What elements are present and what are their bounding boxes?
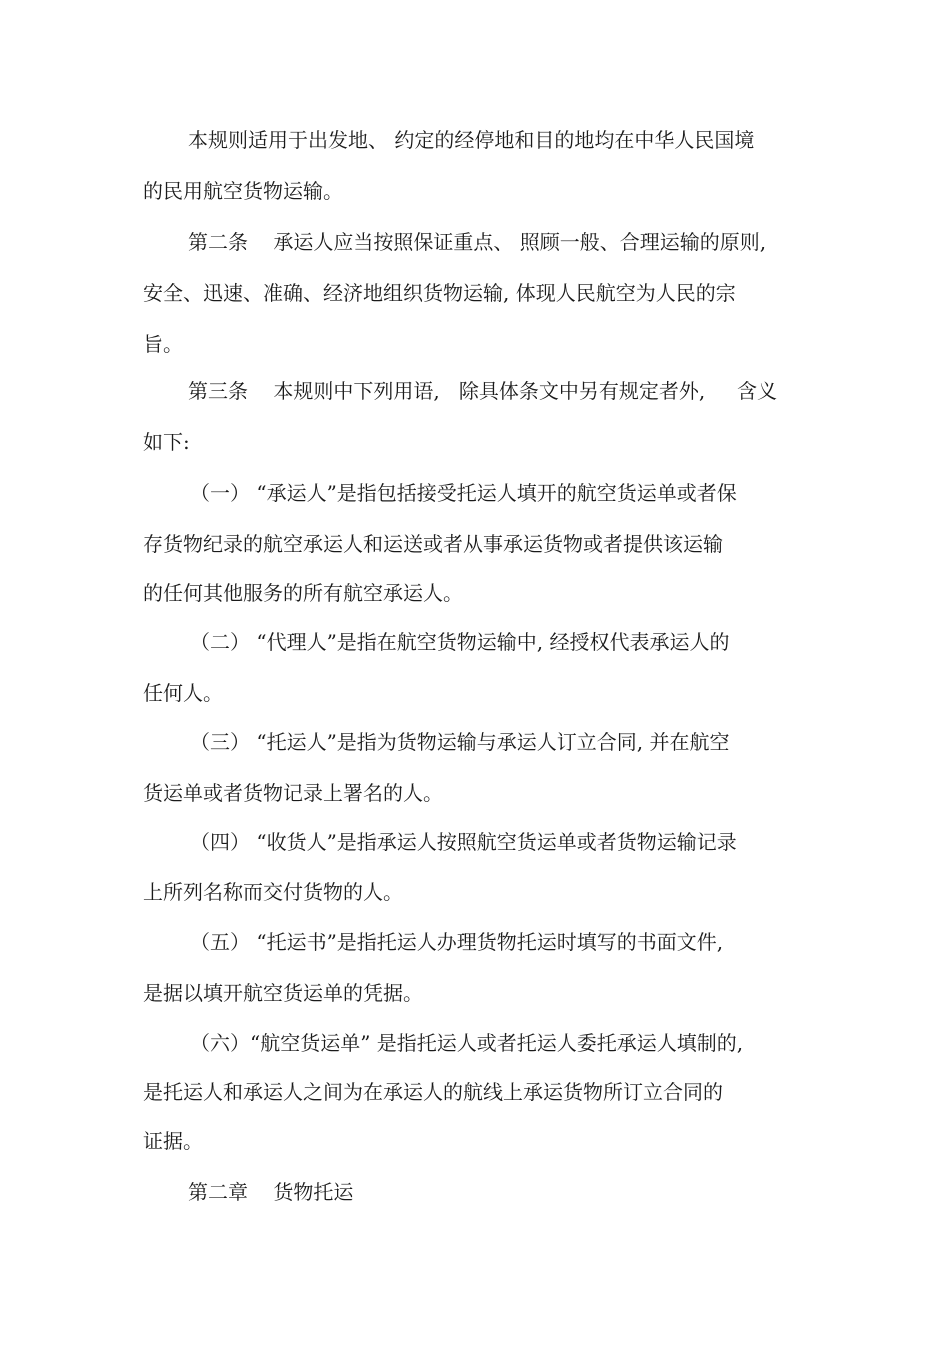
article-2-line-3: 旨。: [143, 332, 183, 356]
definition-5-line-2: 是据以填开航空货运单的凭据。: [143, 981, 423, 1005]
article-2-line-1: 第二条 承运人应当按照保证重点、 照顾一般、合理运输的原则,: [188, 230, 767, 254]
definition-2-line-1: （二） “代理人”是指在航空货物运输中, 经授权代表承运人的: [190, 630, 730, 654]
definition-3-line-1: （三） “托运人”是指为货物运输与承运人订立合同, 并在航空: [190, 730, 730, 754]
text-line-1: 本规则适用于出发地、 约定的经停地和目的地均在中华人民国境: [188, 128, 755, 152]
article-2-line-2: 安全、迅速、准确、经济地组织货物运输, 体现人民航空为人民的宗: [143, 281, 736, 305]
definition-1-line-2: 存货物纪录的航空承运人和运送或者从事承运货物或者提供该运输: [143, 532, 723, 556]
definition-2-line-2: 任何人。: [143, 681, 223, 705]
article-3-line-2: 如下:: [143, 430, 190, 454]
definition-6-line-2: 是托运人和承运人之间为在承运人的航线上承运货物所订立合同的: [143, 1080, 723, 1104]
chapter-2-heading: 第二章 货物托运: [188, 1180, 354, 1204]
definition-1-line-1: （一） “承运人”是指包括接受托运人填开的航空货运单或者保: [190, 481, 737, 505]
article-3-line-1: 第三条 本规则中下列用语, 除具体条文中另有规定者外, 含义: [188, 379, 778, 403]
definition-4-line-2: 上所列名称而交付货物的人。: [143, 880, 403, 904]
definition-5-line-1: （五） “托运书”是指托运人办理货物托运时填写的书面文件,: [190, 930, 724, 954]
definition-3-line-2: 货运单或者货物记录上署名的人。: [143, 781, 443, 805]
definition-1-line-3: 的任何其他服务的所有航空承运人。: [143, 581, 463, 605]
definition-6-line-1: （六）“航空货运单” 是指托运人或者托运人委托承运人填制的,: [190, 1031, 744, 1055]
definition-6-line-3: 证据。: [143, 1129, 203, 1153]
text-line-2: 的民用航空货物运输。: [143, 179, 343, 203]
definition-4-line-1: （四） “收货人”是指承运人按照航空货运单或者货物运输记录: [190, 830, 737, 854]
